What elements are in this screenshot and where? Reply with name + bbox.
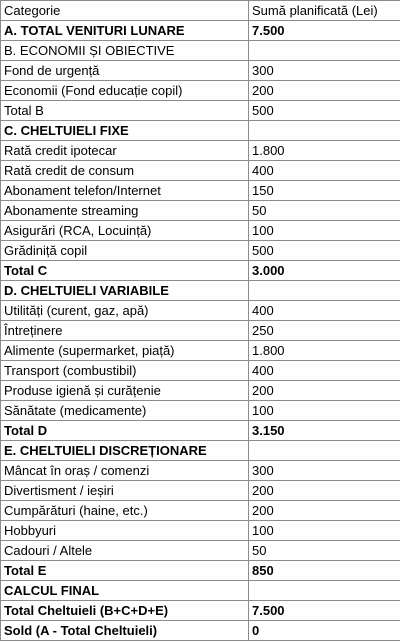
amount-cell[interactable]: 400 bbox=[249, 161, 400, 181]
category-cell[interactable]: Alimente (supermarket, piață) bbox=[1, 341, 249, 361]
table-row bbox=[1, 261, 400, 281]
amount-cell[interactable]: 1.800 bbox=[249, 141, 400, 161]
table-row bbox=[1, 361, 400, 381]
amount-cell[interactable]: 7.500 bbox=[249, 21, 400, 41]
amount-cell[interactable]: 500 bbox=[249, 101, 400, 121]
category-cell[interactable]: Hobbyuri bbox=[1, 521, 249, 541]
table-row bbox=[1, 321, 400, 341]
amount-cell[interactable]: 3.150 bbox=[249, 421, 400, 441]
amount-cell[interactable]: 100 bbox=[249, 221, 400, 241]
category-cell[interactable]: Asigurări (RCA, Locuință) bbox=[1, 221, 249, 241]
amount-cell[interactable]: 300 bbox=[249, 461, 400, 481]
amount-cell[interactable]: 300 bbox=[249, 61, 400, 81]
category-cell[interactable]: B. ECONOMII ȘI OBIECTIVE bbox=[1, 41, 249, 61]
table-row bbox=[1, 241, 400, 261]
category-cell[interactable]: Total C bbox=[1, 261, 249, 281]
amount-cell[interactable]: 400 bbox=[249, 301, 400, 321]
amount-cell[interactable] bbox=[249, 441, 400, 461]
category-cell[interactable]: Abonament telefon/Internet bbox=[1, 181, 249, 201]
category-cell[interactable]: Rată credit de consum bbox=[1, 161, 249, 181]
amount-cell[interactable]: 200 bbox=[249, 501, 400, 521]
amount-cell[interactable]: 100 bbox=[249, 401, 400, 421]
amount-cell[interactable] bbox=[249, 121, 400, 141]
table-row bbox=[1, 621, 400, 641]
category-cell[interactable]: Total B bbox=[1, 101, 249, 121]
amount-cell[interactable]: 1.800 bbox=[249, 341, 400, 361]
amount-cell[interactable]: 50 bbox=[249, 541, 400, 561]
amount-cell[interactable]: 500 bbox=[249, 241, 400, 261]
category-cell[interactable]: Utilități (curent, gaz, apă) bbox=[1, 301, 249, 321]
budget-body bbox=[1, 21, 400, 641]
category-cell[interactable]: Abonamente streaming bbox=[1, 201, 249, 221]
table-row bbox=[1, 21, 400, 41]
table-row bbox=[1, 461, 400, 481]
table-row bbox=[1, 561, 400, 581]
table-row bbox=[1, 301, 400, 321]
table-row bbox=[1, 101, 400, 121]
table-row bbox=[1, 521, 400, 541]
category-cell[interactable]: Cumpărături (haine, etc.) bbox=[1, 501, 249, 521]
category-cell[interactable]: Sănătate (medicamente) bbox=[1, 401, 249, 421]
header-category-cell[interactable]: Categorie bbox=[1, 1, 249, 21]
category-cell[interactable]: Total E bbox=[1, 561, 249, 581]
amount-cell[interactable]: 200 bbox=[249, 381, 400, 401]
amount-cell[interactable]: 50 bbox=[249, 201, 400, 221]
category-cell[interactable]: Total Cheltuieli (B+C+D+E) bbox=[1, 601, 249, 621]
header-row bbox=[1, 1, 400, 21]
table-row bbox=[1, 61, 400, 81]
header-amount-cell[interactable]: Sumă planificată (Lei) bbox=[249, 1, 400, 21]
category-cell[interactable]: A. TOTAL VENITURI LUNARE bbox=[1, 21, 249, 41]
amount-cell[interactable]: 200 bbox=[249, 481, 400, 501]
category-cell[interactable]: Întreținere bbox=[1, 321, 249, 341]
category-cell[interactable]: Transport (combustibil) bbox=[1, 361, 249, 381]
table-row bbox=[1, 281, 400, 301]
category-cell[interactable]: C. CHELTUIELI FIXE bbox=[1, 121, 249, 141]
amount-cell[interactable]: 150 bbox=[249, 181, 400, 201]
category-cell[interactable]: E. CHELTUIELI DISCREȚIONARE bbox=[1, 441, 249, 461]
table-row bbox=[1, 501, 400, 521]
table-row bbox=[1, 141, 400, 161]
amount-cell[interactable] bbox=[249, 281, 400, 301]
amount-cell[interactable]: 0 bbox=[249, 621, 400, 641]
table-row bbox=[1, 401, 400, 421]
table-row bbox=[1, 201, 400, 221]
category-cell[interactable]: Sold (A - Total Cheltuieli) bbox=[1, 621, 249, 641]
amount-cell[interactable]: 850 bbox=[249, 561, 400, 581]
category-cell[interactable]: D. CHELTUIELI VARIABILE bbox=[1, 281, 249, 301]
table-row bbox=[1, 81, 400, 101]
table-row bbox=[1, 341, 400, 361]
table-row bbox=[1, 181, 400, 201]
amount-cell[interactable]: 3.000 bbox=[249, 261, 400, 281]
category-cell[interactable]: Rată credit ipotecar bbox=[1, 141, 249, 161]
category-cell[interactable]: Economii (Fond educație copil) bbox=[1, 81, 249, 101]
table-row bbox=[1, 121, 400, 141]
amount-cell[interactable] bbox=[249, 581, 400, 601]
amount-cell[interactable]: 100 bbox=[249, 521, 400, 541]
category-cell[interactable]: Divertisment / ieșiri bbox=[1, 481, 249, 501]
amount-cell[interactable]: 7.500 bbox=[249, 601, 400, 621]
amount-cell[interactable]: 200 bbox=[249, 81, 400, 101]
table-row bbox=[1, 221, 400, 241]
category-cell[interactable]: Total D bbox=[1, 421, 249, 441]
amount-cell[interactable]: 250 bbox=[249, 321, 400, 341]
amount-cell[interactable] bbox=[249, 41, 400, 61]
table-row bbox=[1, 41, 400, 61]
amount-cell[interactable]: 400 bbox=[249, 361, 400, 381]
table-row bbox=[1, 541, 400, 561]
category-cell[interactable]: Produse igienă și curățenie bbox=[1, 381, 249, 401]
category-cell[interactable]: Fond de urgență bbox=[1, 61, 249, 81]
category-cell[interactable]: Cadouri / Altele bbox=[1, 541, 249, 561]
table-row bbox=[1, 481, 400, 501]
category-cell[interactable]: CALCUL FINAL bbox=[1, 581, 249, 601]
category-cell[interactable]: Grădiniță copil bbox=[1, 241, 249, 261]
table-row bbox=[1, 161, 400, 181]
table-row bbox=[1, 421, 400, 441]
table-row bbox=[1, 601, 400, 621]
category-cell[interactable]: Mâncat în oraș / comenzi bbox=[1, 461, 249, 481]
table-row bbox=[1, 381, 400, 401]
table-row bbox=[1, 441, 400, 461]
table-row bbox=[1, 581, 400, 601]
